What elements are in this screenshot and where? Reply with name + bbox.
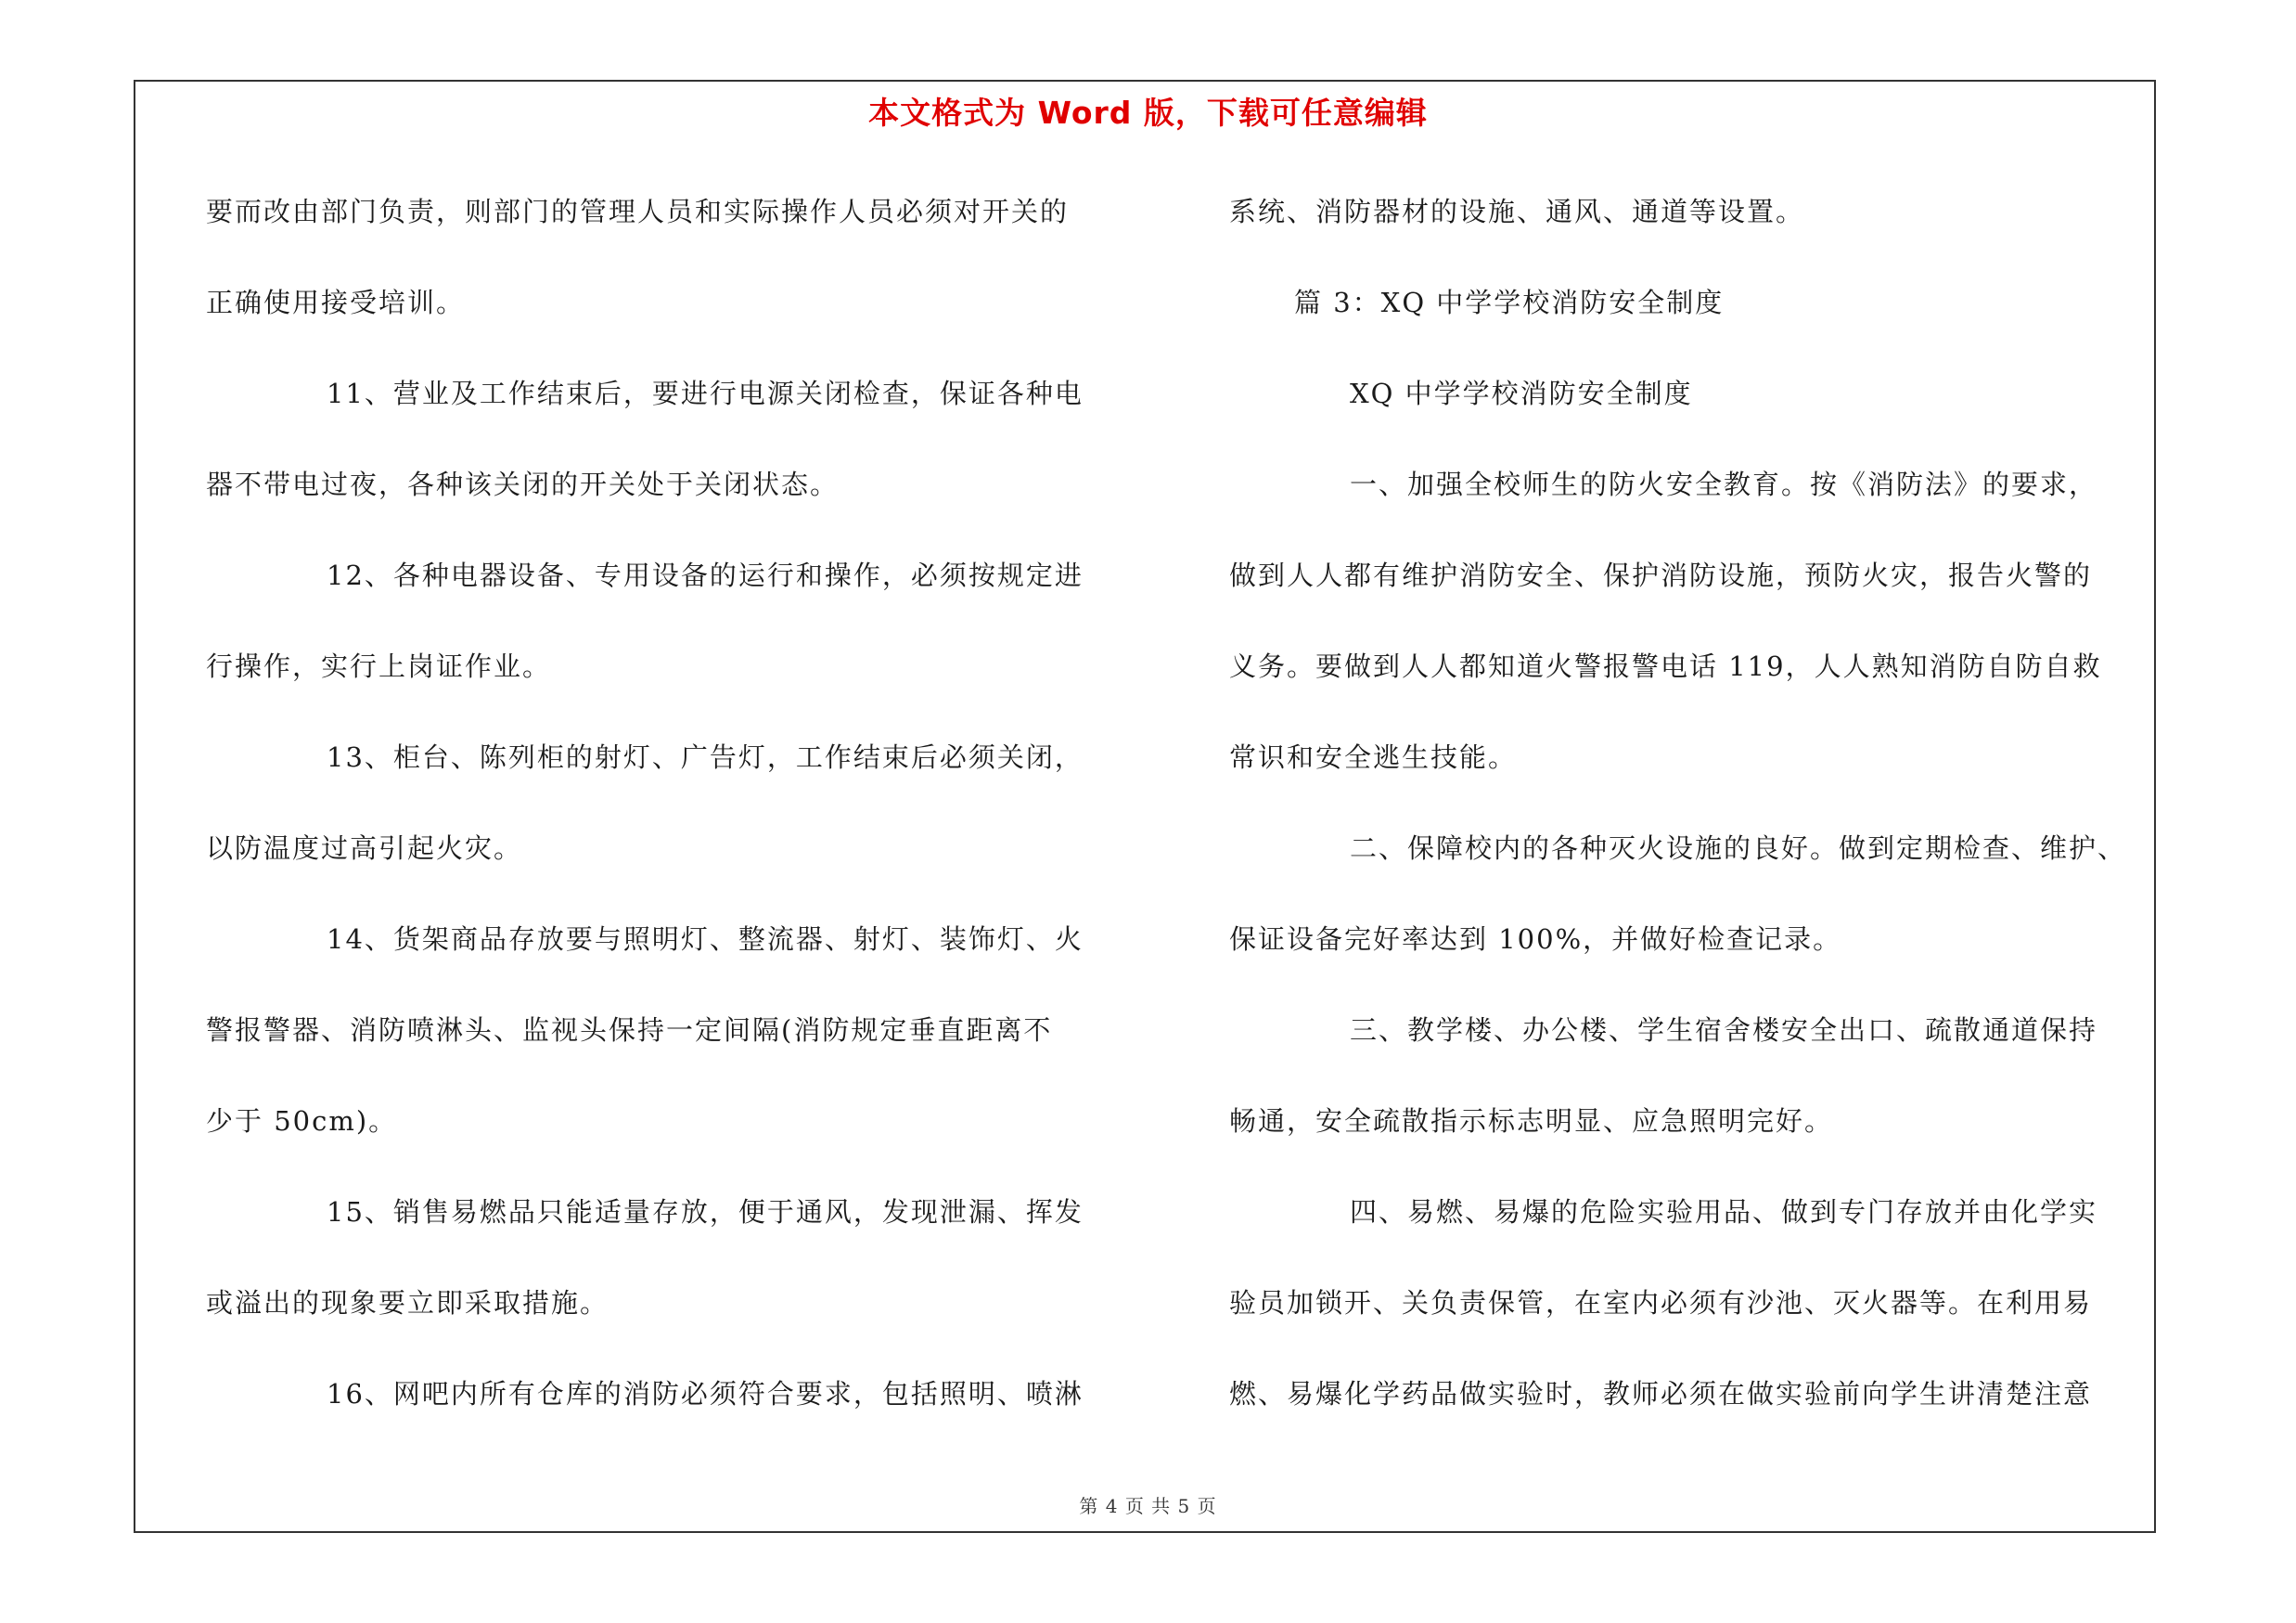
text-line: 四、易燃、易爆的危险实验用品、做到专门存放并由化学实 xyxy=(1350,1196,2098,1228)
text-line: 15、销售易燃品只能适量存放，便于通风，发现泄漏、挥发 xyxy=(327,1196,1084,1228)
text-line: 系统、消防器材的设施、通风、通道等设置。 xyxy=(1229,196,1805,227)
text-line: 保证设备完好率达到 100%，并做好检查记录。 xyxy=(1229,923,1842,955)
left-column xyxy=(206,182,1143,1455)
text-line: 警报警器、消防喷淋头、监视头保持一定间隔(消防规定垂直距离不 xyxy=(206,1014,1053,1046)
text-line: 燃、易爆化学药品做实验时，教师必须在做实验前向学生讲清楚注意 xyxy=(1229,1378,2093,1410)
document-title: XQ 中学学校消防安全制度 xyxy=(1350,378,1693,409)
text-line: 验员加锁开、关负责保管，在室内必须有沙池、灭火器等。在利用易 xyxy=(1229,1287,2093,1319)
text-line: 以防温度过高引起火灾。 xyxy=(206,832,523,864)
text-line: 畅通，安全疏散指示标志明显、应急照明完好。 xyxy=(1229,1105,1834,1137)
text-line: 正确使用接受培训。 xyxy=(206,287,466,318)
text-line: 三、教学楼、办公楼、学生宿舍楼安全出口、疏散通道保持 xyxy=(1350,1014,2098,1046)
text-line: 11、营业及工作结束后，要进行电源关闭检查，保证各种电 xyxy=(327,378,1084,409)
text-line: 行操作，实行上岗证作业。 xyxy=(206,650,552,682)
section-heading: 篇 3：XQ 中学学校消防安全制度 xyxy=(1294,287,1725,318)
text-line: 16、网吧内所有仓库的消防必须符合要求，包括照明、喷淋 xyxy=(327,1378,1084,1410)
text-line: 二、保障校内的各种灭火设施的良好。做到定期检查、维护、 xyxy=(1350,832,2127,864)
text-line: 一、加强全校师生的防火安全教育。按《消防法》的要求， xyxy=(1350,469,2098,500)
text-line: 或溢出的现象要立即采取措施。 xyxy=(206,1287,609,1319)
text-line: 少于 50cm)。 xyxy=(206,1105,398,1137)
text-line: 13、柜台、陈列柜的射灯、广告灯，工作结束后必须关闭， xyxy=(327,741,1084,773)
text-line: 做到人人都有维护消防安全、保护消防设施，预防火灾，报告火警的 xyxy=(1229,560,2093,591)
text-line: 器不带电过夜，各种该关闭的开关处于关闭状态。 xyxy=(206,469,840,500)
text-line: 义务。要做到人人都知道火警报警电话 119，人人熟知消防自防自救 xyxy=(1229,650,2102,682)
format-banner: 本文格式为 Word 版，下载可任意编辑 xyxy=(868,95,1428,131)
text-line: 14、货架商品存放要与照明灯、整流器、射灯、装饰灯、火 xyxy=(327,923,1084,955)
text-line: 要而改由部门负责，则部门的管理人员和实际操作人员必须对开关的 xyxy=(206,196,1070,227)
right-column xyxy=(1229,182,2161,1455)
page-number: 第 4 页 共 5 页 xyxy=(1079,1495,1217,1517)
text-line: 12、各种电器设备、专用设备的运行和操作，必须按规定进 xyxy=(327,560,1084,591)
text-line: 常识和安全逃生技能。 xyxy=(1229,741,1518,773)
